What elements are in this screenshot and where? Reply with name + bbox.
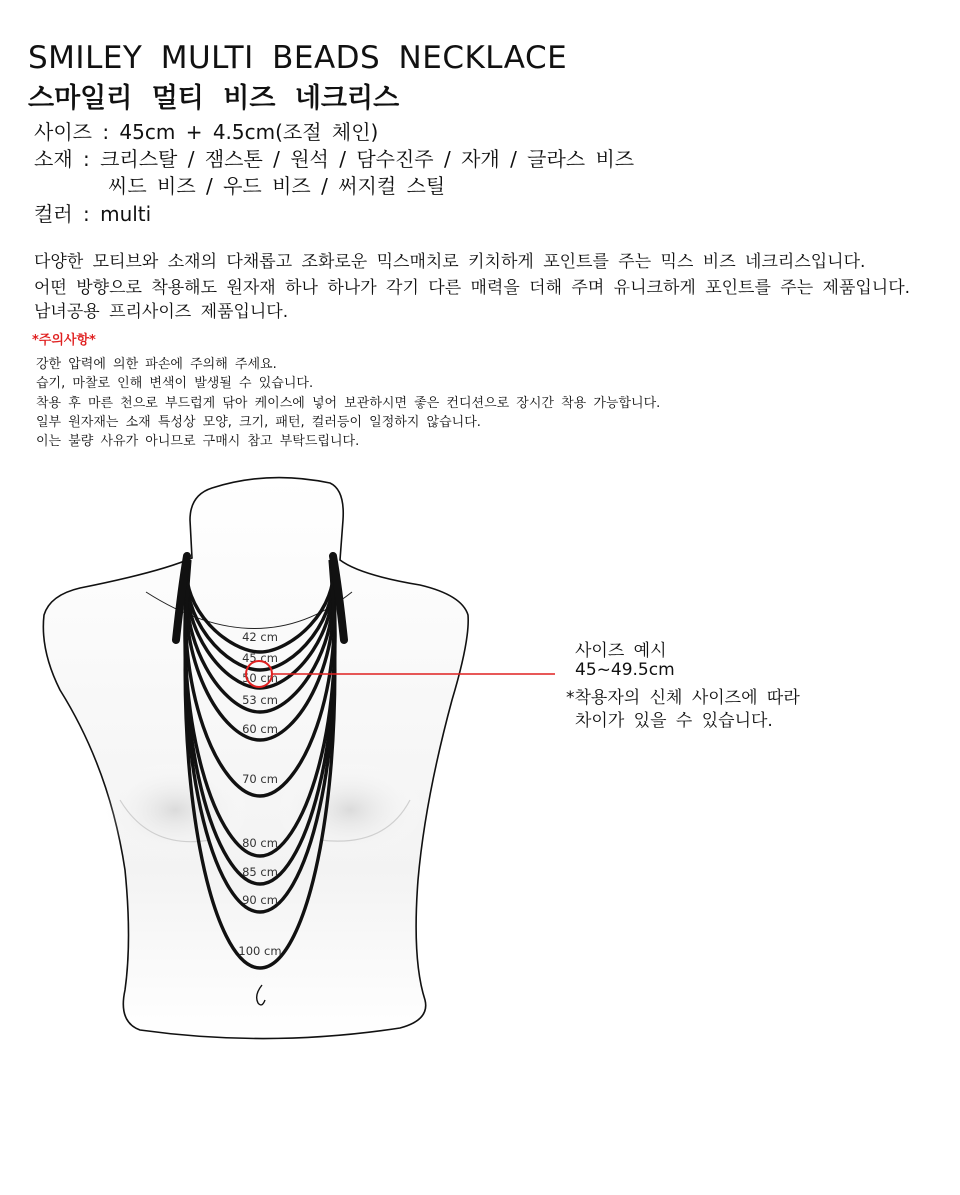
product-title-ko: 스마일리 멀티 비즈 네크리스 xyxy=(28,83,400,114)
size-example-title: 사이즈 예시 xyxy=(575,641,667,661)
description-line-1: 다양한 모티브와 소재의 다채롭고 조화로운 믹스매치로 키치하게 포인트를 주는 믹스 비즈 네크리스입니다. xyxy=(34,252,866,272)
size-label: 60 cm xyxy=(242,722,278,736)
notice-title: *주의사항* xyxy=(32,333,96,348)
product-title-en: SMILEY MULTI BEADS NECKLACE xyxy=(28,40,568,76)
size-label: 42 cm xyxy=(242,630,278,644)
spec-size: 사이즈 : 45cm + 4.5cm(조절 체인) xyxy=(34,120,379,144)
size-example-value: 45~49.5cm xyxy=(575,660,675,680)
size-label: 80 cm xyxy=(242,836,278,850)
size-label: 85 cm xyxy=(242,865,278,879)
size-label: 100 cm xyxy=(238,944,282,958)
size-label: 90 cm xyxy=(242,893,278,907)
necklace-size-diagram xyxy=(0,460,960,1080)
notice-line-3: 착용 후 마른 천으로 부드럽게 닦아 케이스에 넣어 보관하시면 좋은 컨디션으로 장시간 착용 가능합니다. xyxy=(36,396,661,411)
size-example-note-2: 차이가 있을 수 있습니다. xyxy=(575,711,773,731)
spec-material: 소재 : 크리스탈 / 잼스톤 / 원석 / 담수진주 / 자개 / 글라스 비즈 xyxy=(34,147,635,171)
notice-line-5: 이는 불량 사유가 아니므로 구매시 참고 부탁드립니다. xyxy=(36,434,360,449)
size-example-note-1: *착용자의 신체 사이즈에 따라 xyxy=(566,688,800,708)
size-label: 70 cm xyxy=(242,772,278,786)
notice-line-1: 강한 압력에 의한 파손에 주의해 주세요. xyxy=(36,357,277,372)
spec-material-cont: 씨드 비즈 / 우드 비즈 / 써지컬 스틸 xyxy=(108,174,446,198)
size-label: 45 cm xyxy=(242,651,278,665)
description-line-3: 남녀공용 프리사이즈 제품입니다. xyxy=(34,302,289,322)
description-line-2: 어떤 방향으로 착용해도 원자재 하나 하나가 각기 다른 매력을 더해 주며 유니크하게 포인트를 주는 제품입니다. xyxy=(34,278,911,298)
spec-color: 컬러 : multi xyxy=(34,202,152,226)
notice-line-4: 일부 원자재는 소재 특성상 모양, 크기, 패턴, 컬러등이 일정하지 않습니다. xyxy=(36,415,481,430)
size-label: 53 cm xyxy=(242,693,278,707)
notice-line-2: 습기, 마찰로 인해 변색이 발생될 수 있습니다. xyxy=(36,376,314,391)
size-label: 50 cm xyxy=(242,671,278,685)
